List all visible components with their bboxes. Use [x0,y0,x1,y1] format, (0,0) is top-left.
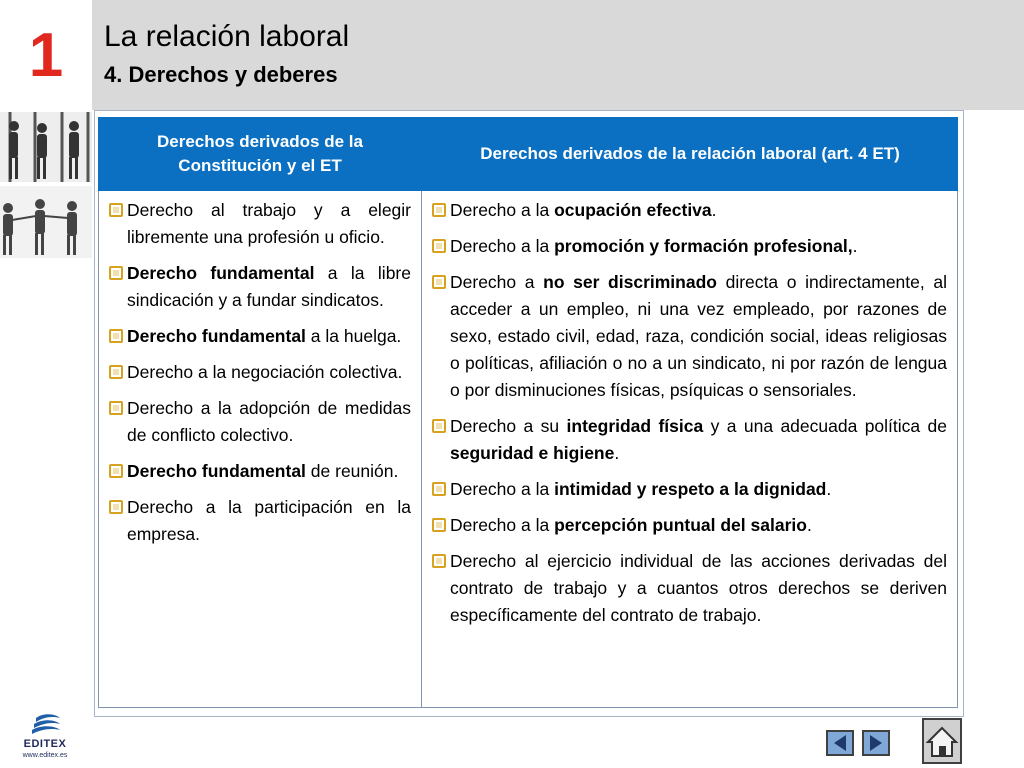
checkbox-bullet-icon [109,365,123,379]
chapter-number [0,0,92,110]
text-segment: . [852,236,858,256]
text-segment: Derecho a la [450,236,555,256]
bold-text: Derecho fundamental [127,461,306,481]
bold-text: promoción y formación profesional, [554,236,853,256]
rights-table [94,110,964,717]
triangle-right-icon [864,732,888,754]
list-item [432,197,947,224]
list-item-text [127,494,411,548]
text-segment: a la libre sindicación y a fundar sindicatos. [127,263,411,310]
next-slide-button[interactable] [862,730,890,756]
checkbox-bullet-icon [109,500,123,514]
text-segment: y a una adecuada política de [703,416,947,436]
list-item-text [450,413,947,467]
text-segment: Derecho a la participación en la empresa. [127,497,411,544]
text-segment: a la huelga. [305,326,402,346]
list-item-text [127,458,411,485]
bold-text: intimidad y respeto a la dignidad [554,479,827,499]
triangle-left-icon [828,732,852,754]
text-segment: Derecho a la negociación colectiva. [127,362,403,382]
checkbox-bullet-icon [432,419,446,433]
list-item-text [127,197,411,251]
bold-text: ocupación efectiva [554,200,712,220]
editex-logo [10,712,80,762]
bold-text: percepción puntual del salario [554,515,807,535]
logo-url: www.editex.es [22,752,68,759]
workers-photo-image [0,112,92,258]
list-item [109,197,411,251]
bold-text: Derecho fundamental [127,326,306,346]
list-item [109,260,411,314]
list-item [432,548,947,629]
checkbox-bullet-icon [109,203,123,217]
list-item-text [127,359,411,386]
list-item-text [127,395,411,449]
text-segment: . [826,479,832,499]
chapter-number-text: 1 [28,20,64,90]
checkbox-bullet-icon [432,554,446,568]
text-segment: Derecho al ejercicio individual de las acciones derivadas del contrato de trabajo y a cuantos otros derechos se deriven específicamente del contrato de trabajo. [450,551,947,625]
text-segment: Derecho a su [450,416,567,436]
list-item-text [450,233,947,260]
table-header-row [98,117,958,191]
text-segment: Derecho a la [450,479,555,499]
list-item [109,395,411,449]
checkbox-bullet-icon [109,464,123,478]
checkbox-bullet-icon [109,266,123,280]
header-bar [92,0,1024,110]
text-segment: Derecho a la [450,515,555,535]
home-button[interactable] [922,718,962,764]
home-icon [924,720,960,762]
logo-name: EDITEX [23,738,67,750]
list-item-text [127,323,411,350]
previous-slide-button[interactable] [826,730,854,756]
list-item-text [450,197,947,224]
checkbox-bullet-icon [432,203,446,217]
list-item [109,359,411,386]
page-subtitle: 4. Derechos y deberes [104,62,338,87]
checkbox-bullet-icon [432,518,446,532]
text-segment: Derecho a [450,272,544,292]
header-labor-relation-rights: Derechos derivados de la relación laboral (art. 4 ET) [480,144,900,163]
list-item [432,269,947,404]
list-item-text [450,512,947,539]
list-item [109,494,411,548]
bold-text: integridad física [566,416,704,436]
list-item-text [450,269,947,404]
checkbox-bullet-icon [432,275,446,289]
text-segment: Derecho a la adopción de medidas de conflicto colectivo. [127,398,411,445]
list-item [109,458,411,485]
checkbox-bullet-icon [432,239,446,253]
text-segment: de reunión. [305,461,399,481]
checkbox-bullet-icon [432,482,446,496]
bold-text: seguridad e higiene [450,443,615,463]
text-segment: . [614,443,620,463]
labor-rights-column [421,191,958,708]
constitution-rights-column [98,191,422,708]
list-item [432,476,947,503]
list-item-text [450,476,947,503]
text-segment: . [806,515,812,535]
page-title: La relación laboral [104,20,350,53]
editex-logo-icon [10,712,80,738]
checkbox-bullet-icon [109,329,123,343]
list-item [109,323,411,350]
text-segment: directa o indirectamente, al acceder a un empleo, ni una vez empleado, por razones de sexo, estado civil, edad, raza, condición social, ideas religiosas o políticas, afiliación o no a un sindicato, ni por razón de lengua o por disminuciones físicas, psíquicas o sensoriales. [450,272,947,400]
checkbox-bullet-icon [109,401,123,415]
list-item-text [127,260,411,314]
text-segment: Derecho al trabajo y a elegir libremente una profesión u oficio. [127,200,411,247]
list-item [432,413,947,467]
bold-text: no ser discriminado [543,272,717,292]
list-item [432,512,947,539]
text-segment: . [711,200,717,220]
list-item [432,233,947,260]
header-constitution-rights: Derechos derivados de la Constitución y el ET [157,132,363,175]
bold-text: Derecho fundamental [127,263,315,283]
text-segment: Derecho a la [450,200,555,220]
list-item-text [450,548,947,629]
